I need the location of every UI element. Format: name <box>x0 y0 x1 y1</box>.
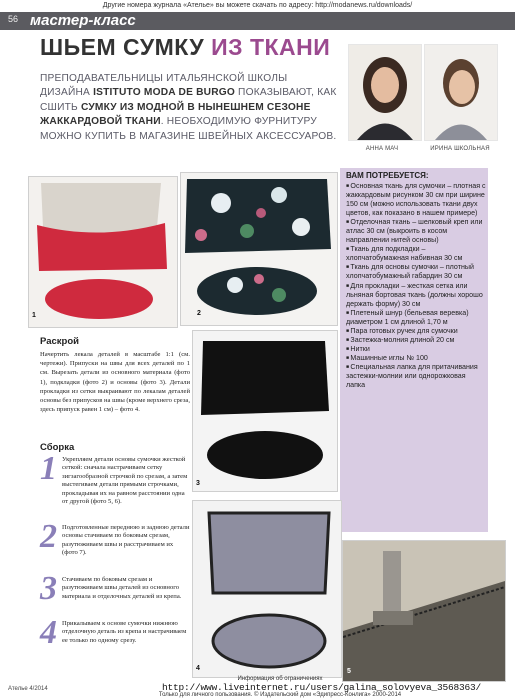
cutting-text: Начертить лекала деталей в масштабе 1:1 (см. чертежи). Припуски на швы для всех деталей по 1 см. Вырезать детали из основного материала (фото 1), подкладки (фото 2) и основы (фото 3). Детали прокладки из сетки выкраивают по лекалам деталей основы без припусков на швы (кроме верхнего среза, здесь припуск равен 1 см) – фото 4. <box>40 351 190 414</box>
footer-url-link[interactable]: http://www.liveinternet.ru/users/galina_solovyeva_3568363/ <box>162 682 482 693</box>
materials-item: ■ Ткань для основы сумочки – плотный хлопчатобумажный габардин 30 см <box>346 263 486 281</box>
photo-2 <box>180 172 338 326</box>
title-accent: ИЗ ТКАНИ <box>211 34 331 60</box>
assembly-step-1 <box>40 450 192 516</box>
photo-1-number: 1 <box>32 312 36 319</box>
author-photo-1 <box>348 44 422 141</box>
step-number: 1 <box>40 450 57 487</box>
photo-3-number: 3 <box>196 480 200 487</box>
footer-notice-2: Только для личного пользования. © Издательский дом «Эдипресс-Конлига» 2000-2014 <box>158 692 402 698</box>
assembly-heading: Сборка <box>40 442 75 453</box>
step-number: 3 <box>40 570 57 607</box>
photo-5-number: 5 <box>347 668 351 675</box>
assembly-step-4 <box>40 614 192 660</box>
step-number: 2 <box>40 518 57 555</box>
top-note: Другие номера журнала «Ателье» вы можете скачать по адресу: http://modanews.ru/downloads/ <box>102 2 413 9</box>
photo-5 <box>342 540 506 682</box>
lead-text-2: ПОКАЗЫВАЮТ, КАК СШИТЬ <box>40 87 337 113</box>
materials-title: ВАМ ПОТРЕБУЕТСЯ: <box>346 171 429 180</box>
school-name: ISTITUTO MODA DE BURGO <box>93 87 236 99</box>
materials-item: ■ Специальная лапка для притачивания застежки-молнии или однорожковая лапка <box>346 363 486 390</box>
footer-issue: Ателье 4/2014 <box>8 686 48 692</box>
materials-item: ■ Основная ткань для сумочки – плотная с жаккардовым рисунком 30 см при ширине 150 см (можно использовать ткани двух цветов, как показано в нашем примере) <box>346 182 486 218</box>
page-number: 56 <box>8 14 19 24</box>
materials-item: ■ Пара готовых ручек для сумочки <box>346 327 486 336</box>
author-caption-2: ИРИНА ШКОЛЬНАЯ <box>430 146 490 152</box>
footer-notice-1: Информация об ограничениях <box>237 676 323 682</box>
section-title: мастер-класс <box>30 12 136 29</box>
author-caption-1: АННА МАЧ <box>365 146 399 152</box>
page-title <box>40 34 330 61</box>
photo-2-number: 2 <box>197 310 201 317</box>
cutting-heading: Раскрой <box>40 336 79 347</box>
materials-item: ■ Ткань для подкладки – хлопчатобумажная набивная 30 см <box>346 245 486 263</box>
lead-paragraph <box>40 72 340 144</box>
lead-text-3: . НЕОБХОДИМУЮ ФУРНИТУРУ МОЖНО КУПИТЬ В МАГАЗИНЕ ШВЕЙНЫХ АКСЕССУАРОВ. <box>40 116 337 142</box>
materials-item: ■ Нитки <box>346 345 486 354</box>
materials-list <box>346 182 486 390</box>
materials-item: ■ Отделочная ткань – шелковый креп или атлас 30 см (выкроить в косом направлении нитей основы) <box>346 218 486 245</box>
materials-item: ■ Для прокладки – жесткая сетка или льняная бортовая ткань (должны хорошо держать форму) 30 см <box>346 282 486 309</box>
lead-bold: СУМКУ ИЗ МОДНОЙ В НЫНЕШНЕМ СЕЗОНЕ ЖАККАРДОВОЙ ТКАНИ <box>40 101 311 128</box>
photo-3 <box>192 330 338 492</box>
step-number: 4 <box>40 614 57 651</box>
step-text: Стачиваем по боковым срезам и разутюживаем швы деталей из основного материала и отделочных деталей из крепа. <box>62 576 182 600</box>
materials-item: ■ Плетеный шнур (бельевая веревка) диаметром 1 см длиной 1,70 м <box>346 309 486 327</box>
materials-item: ■ Машинные иглы № 100 <box>346 354 486 363</box>
step-text: Подготовленные переднюю и заднюю детали основы стачиваем по боковым срезам, разутюживаем швы и расстрачиваем их (фото 7). <box>62 524 190 557</box>
step-text: Укрепляем детали основы сумочки жесткой сеткой: сначала настрачиваем сетку зигзагообразной строчкой по срезам, а затем выстегиваем детали прямыми строчками, прокладывая их на равном расстоянии одна от другой (фото 5, 6). <box>62 456 188 506</box>
title-main: ШЬЕМ СУМКУ <box>40 34 205 60</box>
assembly-step-2 <box>40 518 192 574</box>
photo-4-number: 4 <box>196 665 200 672</box>
photo-4 <box>192 500 342 678</box>
materials-item: ■ Застежка-молния длиной 20 см <box>346 336 486 345</box>
author-photo-2 <box>424 44 498 141</box>
assembly-step-3 <box>40 570 192 616</box>
photo-1 <box>28 176 178 328</box>
step-text: Прикалываем к основе сумочки нижнюю отделочную деталь из крепа и настрачиваем ее только по одному срезу. <box>62 620 187 644</box>
lead-text-1: ПРЕПОДАВАТЕЛЬНИЦЫ ИТАЛЬЯНСКОЙ ШКОЛЫ ДИЗАЙНА <box>40 73 288 99</box>
